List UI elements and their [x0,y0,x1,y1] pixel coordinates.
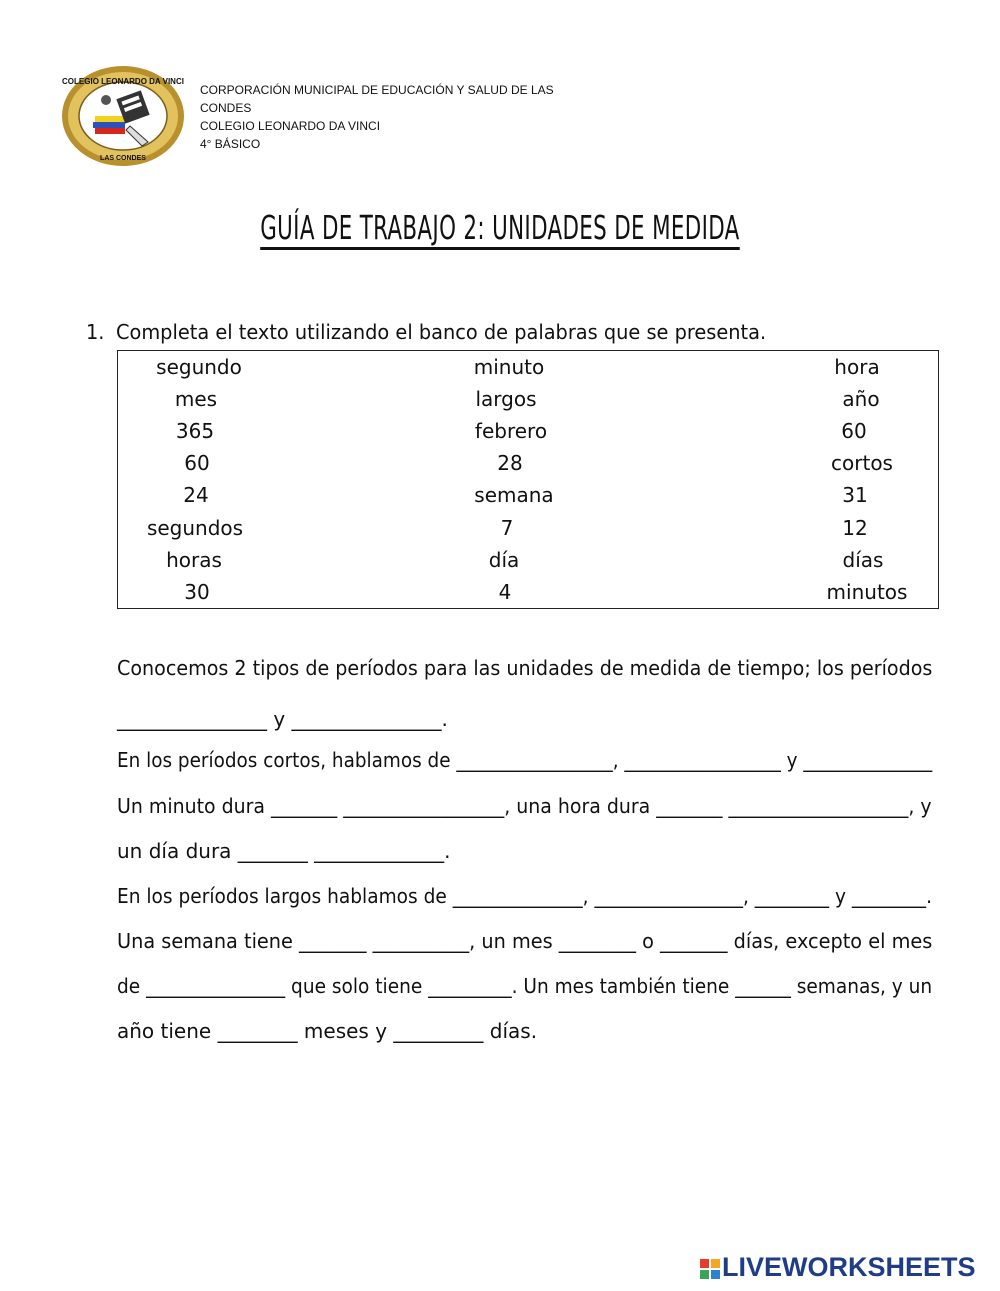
school-logo [60,64,186,168]
header-line-2: COLEGIO LEONARDO DA VINCI [200,119,381,133]
paragraph-line: _______________ y _______________. [117,707,448,731]
question-number: 1. [86,320,105,344]
word-bank-item: 28 [497,451,523,475]
paragraph-line: Una semana tiene _______ __________, un mes ________ o _______ días, excepto el mes [117,929,933,953]
logo-square-icon [700,1270,709,1279]
paragraph-line: En los períodos cortos, hablamos de _________________, _________________ y ______________ [117,748,933,772]
word-bank-item: 60 [184,451,210,475]
paragraph-line: Conocemos 2 tipos de períodos para las unidades de medida de tiempo; los períodos [117,656,933,680]
logo-bottom-text: LAS CONDES [100,155,146,162]
word-bank-item: minutos [826,580,908,604]
word-bank-item: febrero [474,419,548,443]
title-container [0,208,1000,250]
brand-name: LIVEWORKSHEETS [722,1252,976,1282]
logo-square-icon [700,1259,709,1268]
word-bank-item: día [488,548,520,572]
word-bank-item: minuto [473,355,545,379]
word-bank-item: 31 [842,483,868,507]
word-bank-item: 24 [183,483,209,507]
logo-top-text: COLEGIO LEONARDO DA VINCI [62,77,184,86]
word-bank [117,350,939,609]
word-bank-item: semana [474,483,554,507]
paragraph-line: de _______________ que solo tiene _________. Un mes también tiene ______ semanas, y un [117,974,933,998]
page-title: GUÍA DE TRABAJO 2: UNIDADES DE MEDIDA [260,208,739,250]
word-bank-item: 4 [498,580,512,604]
word-bank-item: días [842,548,884,572]
paragraph-line: Un minuto dura _______ _________________, una hora dura _______ ___________________, y [117,794,932,818]
word-bank-item: largos [475,387,537,411]
question-1 [86,320,766,344]
word-bank-item: 60 [841,419,867,443]
header-line-3: 4° BÁSICO [200,137,261,151]
word-bank-item: 365 [175,419,215,443]
header-line-1: CORPORACIÓN MUNICIPAL DE EDUCACIÓN Y SALUD DE LAS CONDES [200,83,554,115]
word-bank-item: año [842,387,880,411]
word-bank-item: 12 [842,516,868,540]
paragraph-line: En los períodos largos hablamos de ______________, ________________, ________ y ________. [117,884,932,908]
word-bank-item: segundos [146,516,244,540]
word-bank-item: hora [834,355,880,379]
word-bank-item: cortos [831,451,893,475]
word-bank-item: mes [174,387,218,411]
word-bank-item: segundo [156,355,242,379]
paragraph-line: un día dura _______ _____________. [117,839,451,863]
logo-square-icon [711,1270,720,1279]
word-bank-item: 7 [500,516,514,540]
word-bank-item: horas [166,548,222,572]
institution-header [200,81,580,153]
question-text: Completa el texto utilizando el banco de palabras que se presenta. [115,320,767,344]
word-bank-item: 30 [184,580,210,604]
paragraph-line: año tiene ________ meses y _________ días. [117,1019,538,1043]
logo-square-icon [711,1259,720,1268]
